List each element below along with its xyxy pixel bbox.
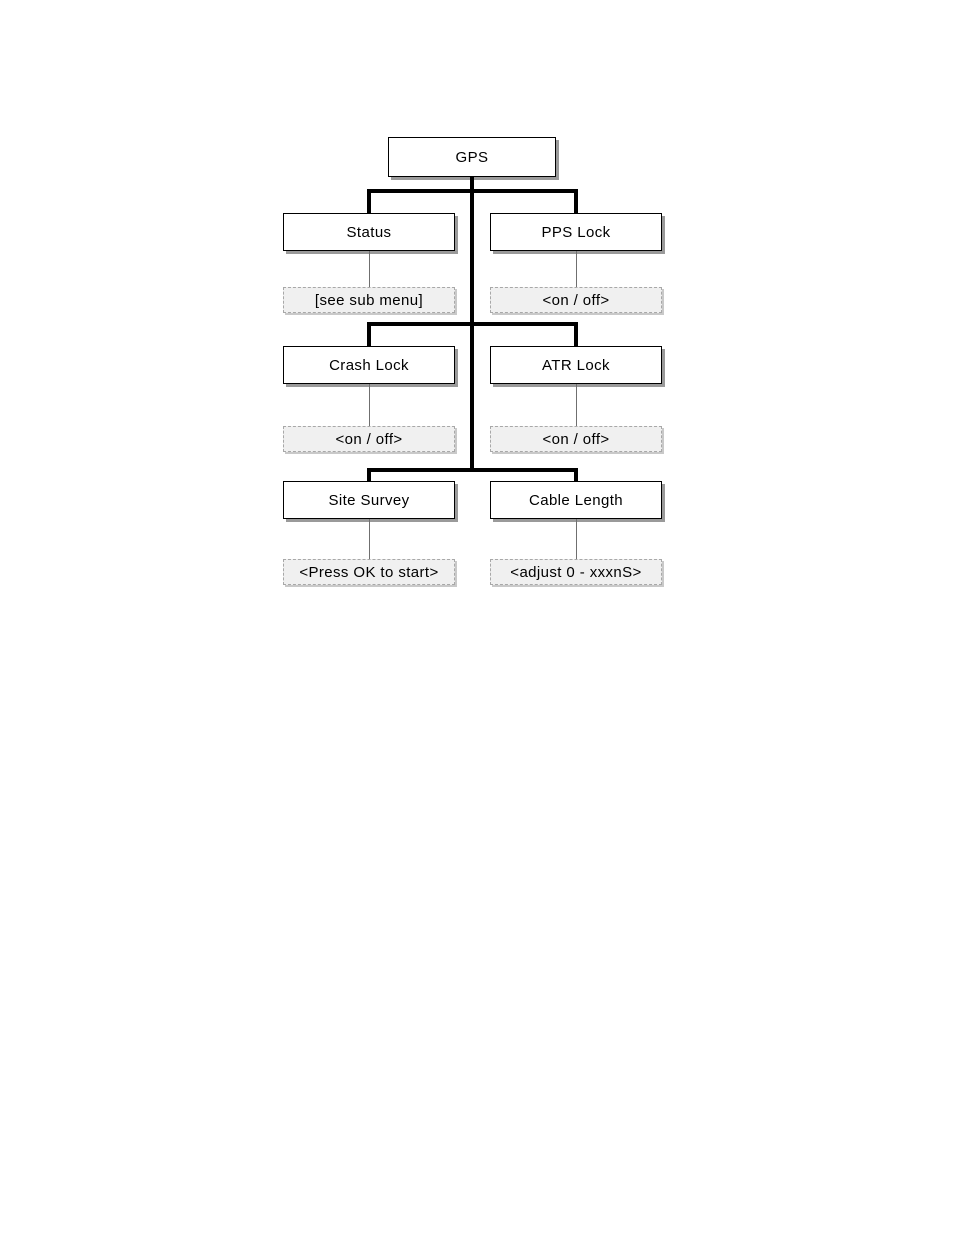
value-pps-lock-label: <on / off> bbox=[542, 291, 610, 309]
branch-drop-atr-lock bbox=[574, 322, 578, 348]
value-pps-lock bbox=[490, 287, 662, 313]
value-connector-status bbox=[369, 251, 370, 287]
node-status[interactable] bbox=[283, 213, 455, 251]
node-site-survey[interactable] bbox=[283, 481, 455, 519]
branch-drop-crash-lock bbox=[367, 322, 371, 348]
value-crash-lock-label: <on / off> bbox=[335, 430, 403, 448]
branch-drop-pps-lock bbox=[574, 189, 578, 215]
value-site-survey-label: <Press OK to start> bbox=[299, 563, 439, 581]
node-cable-length-label: Cable Length bbox=[528, 491, 624, 509]
value-cable-length bbox=[490, 559, 662, 585]
node-crash-lock[interactable] bbox=[283, 346, 455, 384]
value-connector-cable-length bbox=[576, 519, 577, 559]
node-crash-lock-label: Crash Lock bbox=[329, 356, 409, 374]
node-gps-label: GPS bbox=[455, 148, 489, 166]
value-crash-lock bbox=[283, 426, 455, 452]
value-connector-site-survey bbox=[369, 519, 370, 559]
value-connector-pps-lock bbox=[576, 251, 577, 287]
branch-bar-row-1 bbox=[367, 189, 578, 193]
node-status-label: Status bbox=[346, 223, 392, 241]
value-status-label: [see sub menu] bbox=[314, 291, 424, 309]
value-connector-atr-lock bbox=[576, 384, 577, 426]
node-atr-lock-label: ATR Lock bbox=[542, 356, 610, 374]
value-cable-length-label: <adjust 0 - xxxnS> bbox=[510, 563, 642, 581]
node-site-survey-label: Site Survey bbox=[328, 491, 410, 509]
branch-bar-row-2 bbox=[367, 322, 578, 326]
node-atr-lock[interactable] bbox=[490, 346, 662, 384]
branch-bar-row-3 bbox=[367, 468, 578, 472]
value-atr-lock-label: <on / off> bbox=[542, 430, 610, 448]
value-status bbox=[283, 287, 455, 313]
node-pps-lock[interactable] bbox=[490, 213, 662, 251]
value-site-survey bbox=[283, 559, 455, 585]
value-atr-lock bbox=[490, 426, 662, 452]
node-cable-length[interactable] bbox=[490, 481, 662, 519]
value-connector-crash-lock bbox=[369, 384, 370, 426]
node-gps[interactable] bbox=[388, 137, 556, 177]
node-pps-lock-label: PPS Lock bbox=[541, 223, 611, 241]
branch-drop-status bbox=[367, 189, 371, 215]
